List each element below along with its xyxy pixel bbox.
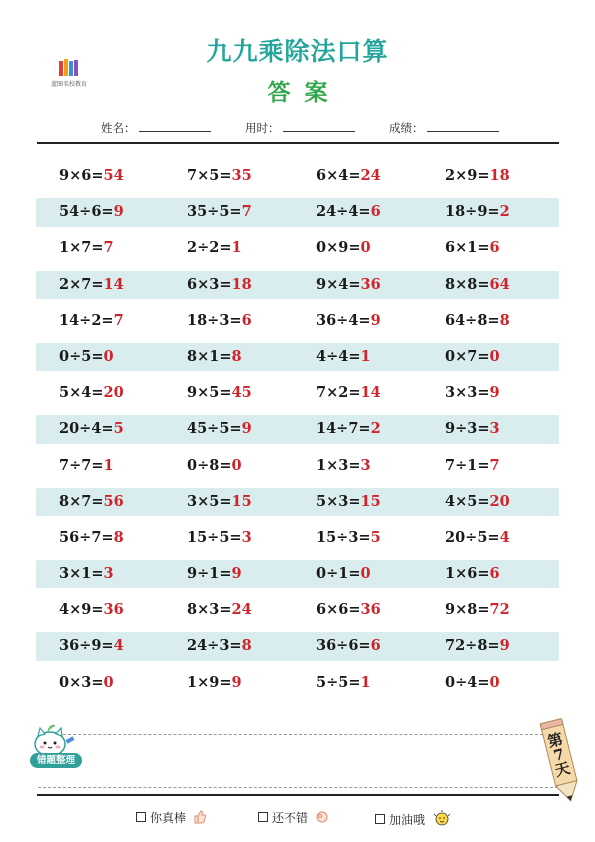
problem-question: 6×1=: [445, 239, 490, 257]
problem-cell: [445, 596, 510, 624]
problem-row: [36, 596, 559, 632]
page-title: 九九乘除法口算: [206, 37, 389, 66]
problem-question: 36÷9=: [59, 637, 114, 655]
problem-cell: [187, 343, 242, 371]
problem-answer: 15: [360, 492, 381, 510]
problem-cell: [445, 632, 510, 660]
problem-question: 1×7=: [59, 239, 104, 257]
problem-question: 0÷8=: [187, 456, 232, 474]
problem-question: 0×7=: [445, 347, 490, 365]
problem-question: 9×4=: [316, 275, 361, 293]
problem-answer: 0: [103, 673, 114, 691]
problem-question: 7×5=: [187, 167, 232, 184]
problem-question: 20÷5=: [445, 528, 500, 546]
problem-answer: 6: [370, 203, 381, 221]
problem-question: 3×5=: [187, 492, 232, 510]
problem-answer: 14: [103, 275, 124, 293]
day-char-suffix: 天: [553, 759, 572, 781]
problem-answer: 1: [360, 673, 371, 691]
problem-answer: 18: [231, 275, 252, 293]
problem-row: [36, 379, 559, 415]
problem-answer: 1: [360, 347, 371, 365]
problem-answer: 64: [489, 275, 510, 293]
problem-answer: 72: [489, 601, 510, 619]
problem-cell: [445, 524, 510, 552]
score-label: 成绩：: [389, 121, 424, 135]
name-field[interactable]: [101, 120, 211, 136]
problem-question: 9×8=: [445, 601, 490, 619]
footer-divider: [37, 794, 559, 796]
problem-question: 4×5=: [445, 492, 490, 510]
problem-cell: [445, 234, 500, 262]
problem-row-plain: [36, 379, 559, 407]
problem-answer: 7: [103, 239, 114, 257]
problem-row-shaded: [36, 560, 559, 588]
thumbs-up-icon: [192, 809, 208, 825]
eval-option-great[interactable]: [136, 809, 208, 826]
problem-question: 6×4=: [316, 167, 361, 184]
problem-cell: [59, 379, 124, 407]
problem-row: [36, 524, 559, 560]
problem-cell: [445, 271, 510, 299]
eval-label: 加油哦: [389, 813, 426, 827]
problem-row: [36, 415, 559, 451]
problem-cell: [59, 307, 124, 335]
problem-answer: 9: [241, 420, 252, 438]
problem-row: [36, 234, 559, 270]
problem-row-plain: [36, 234, 559, 262]
problem-cell: [187, 452, 242, 480]
problem-cell: [316, 198, 381, 226]
problem-answer: 8: [241, 637, 252, 655]
problem-cell: [316, 271, 381, 299]
problem-question: 5×4=: [59, 384, 104, 402]
problem-answer: 6: [241, 311, 252, 329]
problem-answer: 15: [231, 492, 252, 510]
problem-answer: 7: [113, 311, 124, 329]
problem-cell: [59, 198, 124, 226]
problem-cell: [316, 632, 381, 660]
problem-question: 15÷3=: [316, 528, 371, 546]
problem-row: [36, 343, 559, 379]
problem-question: 8×8=: [445, 275, 490, 293]
problem-cell: [445, 415, 500, 443]
problem-answer: 4: [499, 528, 510, 546]
problem-question: 1×3=: [316, 456, 361, 474]
problem-answer: 0: [489, 673, 500, 691]
problem-cell: [59, 524, 124, 552]
problem-question: 2÷2=: [187, 239, 232, 257]
problem-cell: [187, 632, 252, 660]
problem-answer: 2: [370, 420, 381, 438]
problem-question: 7÷7=: [59, 456, 104, 474]
problem-answer: 8: [113, 528, 124, 546]
problem-cell: [59, 234, 114, 262]
problem-row: [36, 271, 559, 307]
problem-cell: [316, 560, 371, 588]
problem-answer: 24: [231, 601, 252, 619]
problem-row: [36, 307, 559, 343]
day-char-prefix: 第: [545, 729, 565, 752]
problem-row: [36, 560, 559, 596]
problem-row-shaded: [36, 632, 559, 660]
problem-cell: [316, 452, 371, 480]
problem-cell: [187, 234, 242, 262]
problem-answer: 3: [241, 528, 252, 546]
problem-answer: 0: [231, 456, 242, 474]
problem-answer: 9: [489, 384, 500, 402]
problem-question: 2×9=: [445, 167, 490, 184]
cheer-face-icon: [431, 809, 453, 827]
problem-cell: [316, 669, 371, 697]
problem-row-shaded: [36, 343, 559, 371]
problem-cell: [59, 669, 114, 697]
problem-answer: 18: [489, 167, 510, 184]
problem-cell: [187, 596, 252, 624]
problem-answer: 9: [370, 311, 381, 329]
eval-checkbox[interactable]: [258, 812, 268, 822]
problem-row: [36, 452, 559, 488]
problem-question: 9÷1=: [187, 565, 232, 583]
problem-grid: [36, 162, 559, 705]
problem-question: 8×3=: [187, 601, 232, 619]
problem-question: 4×9=: [59, 601, 104, 619]
problem-cell: [59, 162, 124, 190]
problem-question: 72÷8=: [445, 637, 500, 655]
problem-question: 24÷4=: [316, 203, 371, 221]
problem-question: 8×7=: [59, 492, 104, 510]
mistake-notes-tag: 错题整理: [30, 753, 82, 768]
problem-question: 0÷5=: [59, 347, 104, 365]
problem-answer: 3: [103, 565, 114, 583]
problem-answer: 36: [360, 601, 381, 619]
time-blank[interactable]: [283, 120, 355, 132]
problem-answer: 14: [360, 384, 381, 402]
logo-text: 蓝图名校教育: [50, 81, 87, 88]
time-field[interactable]: [245, 120, 355, 136]
score-field[interactable]: [389, 120, 499, 136]
problem-question: 6×3=: [187, 275, 232, 293]
problem-cell: [187, 271, 252, 299]
problem-answer: 36: [360, 275, 381, 293]
problem-answer: 9: [231, 673, 242, 691]
problem-question: 35÷5=: [187, 203, 242, 221]
problem-question: 0×3=: [59, 673, 104, 691]
name-blank[interactable]: [139, 120, 211, 132]
problem-answer: 5: [370, 528, 381, 546]
problem-answer: 9: [499, 637, 510, 655]
problem-question: 5×3=: [316, 492, 361, 510]
problem-answer: 6: [370, 637, 381, 655]
problem-cell: [59, 271, 124, 299]
ok-hand-icon: [314, 809, 330, 825]
problem-row-plain: [36, 596, 559, 624]
eval-label: 你真棒: [150, 811, 187, 825]
problem-answer: 8: [231, 347, 242, 365]
eval-option-keep-going[interactable]: [375, 809, 453, 828]
problem-row-plain: [36, 452, 559, 480]
problem-question: 0×9=: [316, 239, 361, 257]
problem-question: 18÷3=: [187, 311, 242, 329]
problem-row-plain: [36, 307, 559, 335]
problem-answer: 6: [489, 239, 500, 257]
problem-cell: [59, 632, 124, 660]
eval-checkbox[interactable]: [375, 814, 385, 824]
problem-row: [36, 488, 559, 524]
problem-question: 54÷6=: [59, 203, 114, 221]
problem-question: 6×6=: [316, 601, 361, 619]
problem-question: 14÷2=: [59, 311, 114, 329]
problem-answer: 1: [231, 239, 242, 257]
problem-answer: 0: [489, 347, 500, 365]
problem-cell: [445, 452, 500, 480]
problem-question: 0÷1=: [316, 565, 361, 583]
problem-answer: 56: [103, 492, 124, 510]
problem-cell: [187, 560, 242, 588]
problem-row: [36, 669, 559, 705]
problem-question: 3×1=: [59, 565, 104, 583]
problem-answer: 8: [499, 311, 510, 329]
problem-cell: [59, 560, 114, 588]
problem-cell: [316, 524, 381, 552]
problem-question: 4÷4=: [316, 347, 361, 365]
problem-cell: [187, 669, 242, 697]
problem-cell: [187, 198, 252, 226]
problem-question: 36÷4=: [316, 311, 371, 329]
problem-question: 1×9=: [187, 673, 232, 691]
problem-question: 2×7=: [59, 275, 104, 293]
problem-question: 64÷8=: [445, 311, 500, 329]
problem-answer: 54: [103, 167, 124, 184]
problem-cell: [445, 669, 500, 697]
problem-question: 45÷5=: [187, 420, 242, 438]
eval-option-good[interactable]: [258, 809, 330, 826]
problem-question: 36÷6=: [316, 637, 371, 655]
problem-cell: [445, 488, 510, 516]
problem-row: [36, 198, 559, 234]
day-char-number: 7: [551, 745, 567, 766]
problem-cell: [316, 234, 371, 262]
problem-row: [36, 162, 559, 198]
problem-cell: [445, 379, 500, 407]
problem-answer: 0: [360, 565, 371, 583]
problem-cell: [316, 488, 381, 516]
problem-cell: [187, 415, 252, 443]
problem-answer: 4: [113, 637, 124, 655]
problem-cell: [445, 162, 510, 190]
problem-cell: [59, 343, 114, 371]
eval-checkbox[interactable]: [136, 812, 146, 822]
problem-cell: [59, 415, 124, 443]
problem-cell: [316, 162, 381, 190]
problem-answer: 45: [231, 384, 252, 402]
problem-answer: 3: [360, 456, 371, 474]
problem-row-shaded: [36, 271, 559, 299]
problem-question: 15÷5=: [187, 528, 242, 546]
problem-question: 56÷7=: [59, 528, 114, 546]
problem-cell: [187, 307, 252, 335]
problem-row-shaded: [36, 488, 559, 516]
problem-question: 18÷9=: [445, 203, 500, 221]
eval-label: 还不错: [272, 811, 309, 825]
problem-answer: 20: [103, 384, 124, 402]
problem-answer: 2: [499, 203, 510, 221]
problem-answer: 20: [489, 492, 510, 510]
problem-question: 20÷4=: [59, 420, 114, 438]
problem-cell: [316, 343, 371, 371]
problem-cell: [187, 379, 252, 407]
problem-question: 3×3=: [445, 384, 490, 402]
problem-answer: 5: [113, 420, 124, 438]
problem-question: 14÷7=: [316, 420, 371, 438]
problem-answer: 9: [113, 203, 124, 221]
score-blank[interactable]: [427, 120, 499, 132]
problem-cell: [187, 524, 252, 552]
problem-cell: [187, 488, 252, 516]
problem-row-shaded: [36, 198, 559, 226]
name-label: 姓名：: [101, 121, 136, 135]
problem-question: 9×6=: [59, 167, 104, 184]
problem-cell: [187, 162, 252, 190]
problem-question: 9÷3=: [445, 420, 490, 438]
problem-answer: 0: [360, 239, 371, 257]
problem-row-plain: [36, 524, 559, 552]
problem-answer: 24: [360, 167, 381, 184]
problem-cell: [316, 415, 381, 443]
problem-cell: [59, 488, 124, 516]
problem-cell: [445, 343, 500, 371]
problem-question: 5÷5=: [316, 673, 361, 691]
problem-row-plain: [36, 669, 559, 697]
problem-answer: 9: [231, 565, 242, 583]
problem-row-shaded: [36, 415, 559, 443]
mistake-notes-area[interactable]: [38, 734, 558, 788]
problem-answer: 1: [103, 456, 114, 474]
time-label: 用时：: [245, 121, 280, 135]
problem-answer: 36: [103, 601, 124, 619]
problem-answer: 35: [231, 167, 252, 184]
problem-question: 1×6=: [445, 565, 490, 583]
problem-cell: [316, 379, 381, 407]
problem-question: 8×1=: [187, 347, 232, 365]
problem-cell: [445, 560, 500, 588]
problem-row: [36, 632, 559, 668]
problem-answer: 0: [103, 347, 114, 365]
problem-cell: [59, 452, 114, 480]
problem-row-plain: [36, 162, 559, 190]
problem-cell: [445, 307, 510, 335]
problem-answer: 7: [489, 456, 500, 474]
problem-question: 7÷1=: [445, 456, 490, 474]
page-subtitle: 答案: [267, 80, 342, 106]
problem-answer: 6: [489, 565, 500, 583]
problem-cell: [445, 198, 510, 226]
problem-cell: [59, 596, 124, 624]
problem-question: 0÷4=: [445, 673, 490, 691]
problem-answer: 3: [489, 420, 500, 438]
problem-question: 7×2=: [316, 384, 361, 402]
problem-cell: [316, 307, 381, 335]
problem-question: 24÷3=: [187, 637, 242, 655]
problem-answer: 7: [241, 203, 252, 221]
problem-cell: [316, 596, 381, 624]
problem-question: 9×5=: [187, 384, 232, 402]
header-divider: [37, 142, 559, 144]
